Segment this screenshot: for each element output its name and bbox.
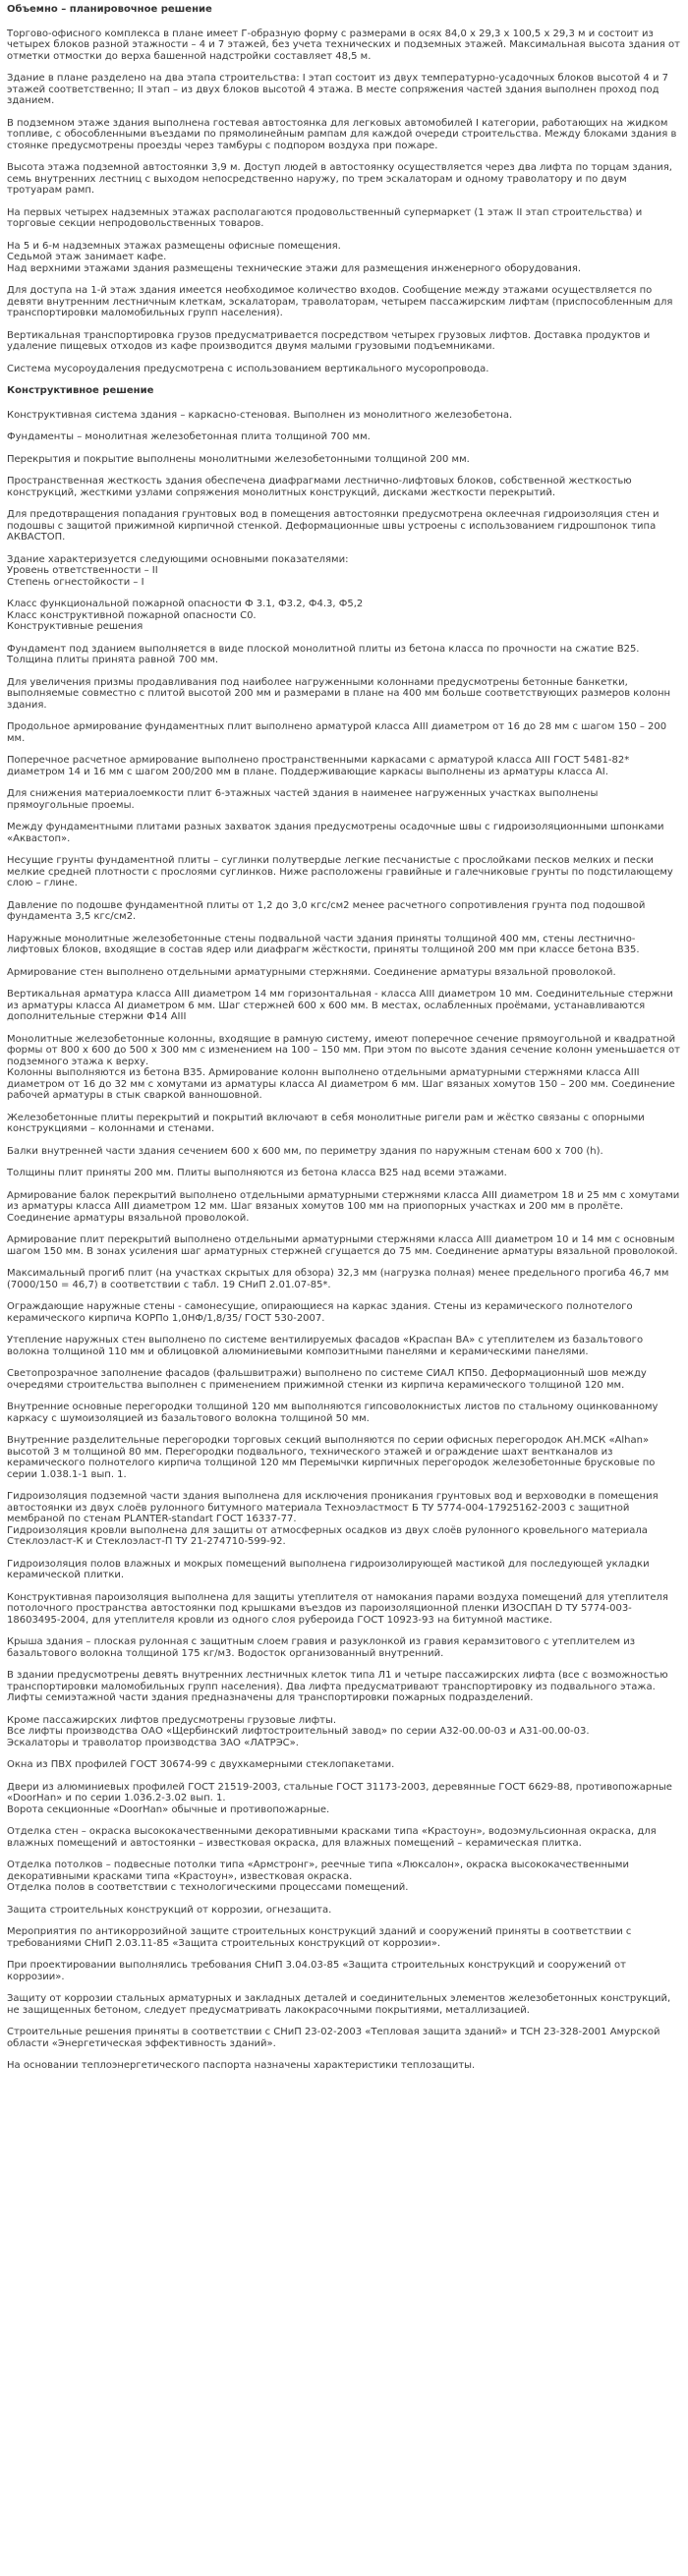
- paragraph: Для снижения материалоемкости плит 6-этажных частей здания в наименее нагруженных участках выполнены прямоугольные проемы.: [7, 788, 599, 811]
- paragraph: Максимальный прогиб плит (на участках скрытых для обзора) 32,3 мм (нагрузка полная) менее предельного прогиба 46,7 мм (7000/150 = 46,7) в соответствии с табл. 19 СНиП 2.01.07-85*.: [7, 1268, 669, 1290]
- paragraph: Вертикальная арматура класса АIII диаметром 14 мм горизонтальная - класса АIII диаметром 10 мм. Соединительные стержни из арматуры класса АI диаметром 6 мм. Шаг стержней 600 х 600 мм. В местах, ослабленных проёмами, устанавливаются дополнительные стержни Ф14 АIII: [7, 989, 673, 1022]
- paragraph: Утепление наружных стен выполнено по системе вентилируемых фасадов «Краспан ВА» с утеплителем из базальтового волокна толщиной 110 мм и облицовкой алюминиевыми композитными панелями и керамическими панелями.: [7, 1335, 644, 1357]
- paragraph: Конструктивная пароизоляция выполнена для защиты утеплителя от намокания парами воздуха помещений для утеплителя потолочного пространства автостоянки под крышками въездов из пароизоляционной пленки ИЗОСПАН D ТУ 5774-003-18603495-2004, для утеплителя кровли из одного слоя рубероида ГОСТ 10923-93 на битумной мастике.: [7, 1591, 668, 1626]
- paragraph: На основании теплоэнергетического паспорта назначены характеристики теплозащиты.: [7, 2060, 476, 2071]
- paragraph: Для предотвращения попадания грунтовых вод в помещения автостоянки предусмотрена оклеечная гидроизоляция стен и подошвы с защитой прижимной кирпичной стенкой. Деформационные швы устроены с использованием гидрошпонок типа АКВАСТОП.: [7, 509, 659, 543]
- paragraph: В здании предусмотрены девять внутренних лестничных клеток типа Л1 и четыре пассажирских лифта (все с возможностью транспортировки маломобильных групп населения). Два лифта предусматривают транспортировку из подвального этажа. Лифты семиэтажной части здания предназначены для транспортировки пожарных подразделений.: [7, 1670, 668, 1703]
- paragraph: Гидроизоляция полов влажных и мокрых помещений выполнена гидроизолирующей мастикой для последующей укладки керамической плитки.: [7, 1558, 650, 1580]
- paragraph: Фундаменты – монолитная железобетонная плита толщиной 700 мм.: [7, 431, 371, 442]
- paragraph: Железобетонные плиты перекрытий и покрытий включают в себя монолитные ригели рам и жёстко связаны с опорными конструкциями – колоннами и стенами.: [7, 1112, 645, 1134]
- paragraph: Внутренние разделительные перегородки торговых секций выполняются по серии офисных перегородок АН.МСК «Alhan» высотой 3 м толщиной 80 мм. Перегородки подвального, технического этажей и ограждение шахт вентканалов из керамического полнотелого кирпича толщиной 120 мм Перемычки кирпичных перегородок железобетонные брусковые по серии 1.038.1-1 вып. 1.: [7, 1435, 656, 1480]
- paragraph: Армирование стен выполнено отдельными арматурными стержнями. Соединение арматуры вязальной проволокой.: [7, 966, 616, 978]
- paragraph: Наружные монолитные железобетонные стены подвальной части здания приняты толщиной 400 мм, стены лестнично-лифтовых блоков, входящие в состав ядер или диафрагм жёсткости, приняты толщиной 200 мм при классе бетона В35.: [7, 933, 640, 955]
- paragraph: Внутренние основные перегородки толщиной 120 мм выполняются гипсоволокнистых листов по стальному оцинкованному каркасу с шумоизоляцией из базальтового волокна толщиной 50 мм.: [7, 1402, 659, 1424]
- paragraph: Армирование балок перекрытий выполнено отдельными арматурными стержнями класса АIII диаметром 18 и 25 мм с хомутами из арматуры класса АIII диаметром 12 мм. Шаг вязаных хомутов 100 мм на приопорных участках и 200 мм в пролёте. Соединение арматуры вязальной проволокой.: [7, 1189, 680, 1224]
- paragraph: Пространственная жесткость здания обеспечена диафрагмами лестнично-лифтовых блоков, собственной жесткостью конструкций, жесткими узлами сопряжения монолитных конструкций, дисками жесткости перекрытий.: [7, 476, 632, 498]
- paragraph: Здание характеризуется следующими основными показателями: Уровень ответственности – II Степень огнестойкости – I: [7, 553, 349, 588]
- paragraph: Ограждающие наружные стены - самонесущие, опирающиеся на каркас здания. Стены из керамического полнотелого керамического кирпича КОРПо 1,0НФ/1,8/35/ ГОСТ 530-2007.: [7, 1301, 633, 1324]
- paragraph: Окна из ПВХ профилей ГОСТ 30674-99 с двухкамерными стеклопакетами.: [7, 1759, 395, 1770]
- paragraph: На первых четырех надземных этажах располагаются продовольственный супермаркет (1 этаж II этап строительства) и торговые секции непродовольственных товаров.: [7, 206, 643, 229]
- paragraph: Перекрытия и покрытие выполнены монолитными железобетонными толщиной 200 мм.: [7, 453, 470, 465]
- paragraph: Между фундаментными плитами разных захваток здания предусмотрены осадочные швы с гидроизоляционными шпонками «Аквастоп».: [7, 822, 664, 844]
- paragraph: Отделка потолков – подвесные потолки типа «Армстронг», реечные типа «Люксалон», окраска высококачественными декоративными красками типа «Крастоун», известковая окраска. Отделка полов в соответствии с технологическими процессами помещений.: [7, 1860, 629, 1893]
- paragraph: Армирование плит перекрытий выполнено отдельными арматурными стержнями класса АIII диаметром 10 и 14 мм с основным шагом 150 мм. В зонах усиления шаг арматурных стержней сгущается до 75 мм. Соединение арматуры вязальной проволокой.: [7, 1234, 678, 1257]
- paragraph: Продольное армирование фундаментных плит выполнено арматурой класса АIII диаметром от 16 до 28 мм с шагом 150 – 200 мм.: [7, 721, 667, 744]
- paragraph: На 5 и 6-м надземных этажах размещены офисные помещения. Седьмой этаж занимает кафе. Над верхними этажами здания размещены технические этажи для размещения инженерного оборудования.: [7, 240, 582, 274]
- paragraph: Толщины плит приняты 200 мм. Плиты выполняются из бетона класса В25 над всеми этажами.: [7, 1168, 507, 1178]
- paragraph: Двери из алюминиевых профилей ГОСТ 21519-2003, стальные ГОСТ 31173-2003, деревянные ГОСТ 6629-88, противопожарные «DoorHan» и по серии 1.036.2-3.02 вып. 1. Ворота секционные «DoorHan» обычные и противопожарные.: [7, 1781, 672, 1815]
- paragraph: Здание в плане разделено на два этапа строительства: I этап состоит из двух температурно-усадочных блоков высотой 4 и 7 этажей соответственно; II этап – из двух блоков высотой 4 этажа. В месте сопряжения частей здания выполнен проход под зданием.: [7, 73, 668, 106]
- paragraph: Класс функциональной пожарной опасности Ф 3.1, Ф3.2, Ф4.3, Ф5,2 Класс конструктивной пожарной опасности С0. Конструктивные решения: [7, 599, 364, 632]
- paragraph: Отделка стен – окраска высококачественными декоративными красками типа «Крастоун», водоэмульсионная окраска, для влажных помещений и автостоянки – известковая окраска, для влажных помещений – керамическая плитка.: [7, 1826, 657, 1849]
- paragraph: Давление по подошве фундаментной плиты от 1,2 до 3,0 кгс/см2 менее расчетного сопротивления грунта под подошвой фундамента 3,5 кгс/см2.: [7, 899, 646, 922]
- section-heading-planning: Объемно – планировочное решение: [7, 4, 212, 15]
- section-body-structural: [7, 410, 681, 2072]
- paragraph: Фундамент под зданием выполняется в виде плоской монолитной плиты из бетона класса по прочности на сжатие В25. Толщина плиты принята равной 700 мм.: [7, 643, 640, 665]
- paragraph: Строительные решения приняты в соответствии с СНиП 23-02-2003 «Тепловая защита зданий» и ТСН 23-328-2001 Амурской области «Энергетическая эффективность зданий».: [7, 2027, 660, 2049]
- section-heading-structural: Конструктивное решение: [7, 385, 154, 396]
- paragraph: Для доступа на 1-й этаж здания имеется необходимое количество входов. Сообщение между этажами осуществляется по девяти внутренним лестничным клеткам, эскалаторам, траволаторам, четырем пассажирским лифтам (приспособленным для транспортировки маломобильных групп населения).: [7, 285, 673, 318]
- paragraph: Поперечное расчетное армирование выполнено пространственными каркасами с арматурой класса АIII ГОСТ 5481-82* диаметром 14 и 16 мм с шагом 200/200 мм в плане. Поддерживающие каркасы выполнены из арматуры класса АI.: [7, 755, 630, 777]
- paragraph: Крыша здания – плоская рулонная с защитным слоем гравия и разуклонкой из гравия керамзитового с утеплителем из базальтового волокна толщиной 175 кг/м3. Водосток организованный внутренний.: [7, 1636, 636, 1659]
- paragraph: Несущие грунты фундаментной плиты – суглинки полутвердые легкие песчанистые с прослойками песков мелких и пески мелкие средней плотности с прослоями суглинков. Ниже расположены гравийные и галечниковые грунты по подстилающему слою – глине.: [7, 855, 673, 888]
- paragraph: Кроме пассажирских лифтов предусмотрены грузовые лифты. Все лифты производства ОАО «Щербинский лифтостроительный завод» по серии А32-00.00-03 и А31-00.00-03. Эскалаторы и траволатор производства ЗАО «ЛАТРЭС».: [7, 1714, 590, 1748]
- paragraph: Система мусороудаления предусмотрена с использованием вертикального мусоропровода.: [7, 363, 489, 374]
- paragraph: Конструктивная система здания – каркасно-стеновая. Выполнен из монолитного железобетона.: [7, 409, 513, 421]
- paragraph: Высота этажа подземной автостоянки 3,9 м. Доступ людей в автостоянку осуществляется через два лифта по торцам здания, семь внутренних лестниц с выходом непосредственно наружу, по трем эскалаторам и одному траволатору и по двум тротуарам рамп.: [7, 162, 672, 196]
- paragraph: Защита строительных конструкций от коррозии, огнезащита.: [7, 1904, 332, 1916]
- paragraph: При проектировании выполнялись требования СНиП 3.04.03-85 «Защита строительных конструкций и сооружений от коррозии».: [7, 1960, 626, 1982]
- paragraph: Торгово-офисного комплекса в плане имеет Г-образную форму с размерами в осях 84,0 х 29,3 х 100,5 х 29,3 м и состоит из четырех блоков разной этажности – 4 и 7 этажей, без учета технических и подземных этажей. Максимальная высота здания от отметки отмостки до верха башенной надстройки составляет 48,5 м.: [7, 28, 680, 62]
- paragraph: В подземном этаже здания выполнена гостевая автостоянка для легковых автомобилей I категории, работающих на жидком топливе, с обособленными въездами по прямолинейным рампам для каждой очереди строительства. Между блоками здания в стоянке предусмотрены проезды через тамбуры с подпором воздуха при пожаре.: [7, 117, 677, 151]
- paragraph: Для увеличения призмы продавливания под наиболее нагруженными колоннами предусмотрены бетонные банкетки, выполняемые совместно с плитой высотой 200 мм и размерами в плане на 400 мм больше соответствующих размеров колонн здания.: [7, 676, 671, 711]
- paragraph: Защиту от коррозии стальных арматурных и закладных деталей и соединительных элементов железобетонных конструкций, не защищенных бетоном, следует предусматривать лакокрасочными покрытиями, металлизацией.: [7, 1993, 671, 2016]
- paragraph: Мероприятия по антикоррозийной защите строительных конструкций зданий и сооружений приняты в соответствии с требованиями СНиП 2.03.11-85 «Защита строительных конструкций от коррозии».: [7, 1926, 632, 1949]
- paragraph: Гидроизоляция подземной части здания выполнена для исключения проникания грунтовых вод и верховодки в помещения автостоянки из двух слоёв рулонного битумного материала Техноэластмост Б ТУ 5774-004-17925162-2003 с защитной мембраной по стенам PLANTER-standart ГОСТ 16337-77. Гидроизоляция кровли выполнена для защиты от атмосферных осадков из двух слоёв рулонного кровельного материала Стеклоэласт-К и Стеклоэласт-П ТУ 21-274710-599-92.: [7, 1491, 659, 1547]
- paragraph: Монолитные железобетонные колонны, входящие в рамную систему, имеют поперечное сечение прямоугольной и квадратной формы от 800 х 600 до 500 х 300 мм с изменением на 100 – 150 мм. При этом по высоте здания сечение колонн уменьшается от подземного этажа к верху. Колонны выполняются из бетона В35. Армирование колонн выполнено отдельными арматурными стержнями класса АIII диаметром от 16 до 32 мм с хомутами из арматуры класса АI диаметром 6 мм. Шаг вязаных хомутов 150 – 200 мм. Соединение рабочей арматуры в стык сваркой ванношовной.: [7, 1033, 680, 1101]
- paragraph: Балки внутренней части здания сечением 600 х 600 мм, по периметру здания по наружным стенам 600 х 700 (h).: [7, 1145, 603, 1157]
- section-body-planning: [7, 29, 681, 375]
- paragraph: Вертикальная транспортировка грузов предусматривается посредством четырех грузовых лифтов. Доставка продуктов и удаление пищевых отходов из кафе производится двумя малыми грузовыми подъемниками.: [7, 329, 651, 352]
- paragraph: Светопрозрачное заполнение фасадов (фальшвитражи) выполнено по системе СИАЛ КП50. Деформационный шов между очередями строительства выполнен с применением прижимной стенки из кирпича керамического толщиной 120 мм.: [7, 1368, 647, 1391]
